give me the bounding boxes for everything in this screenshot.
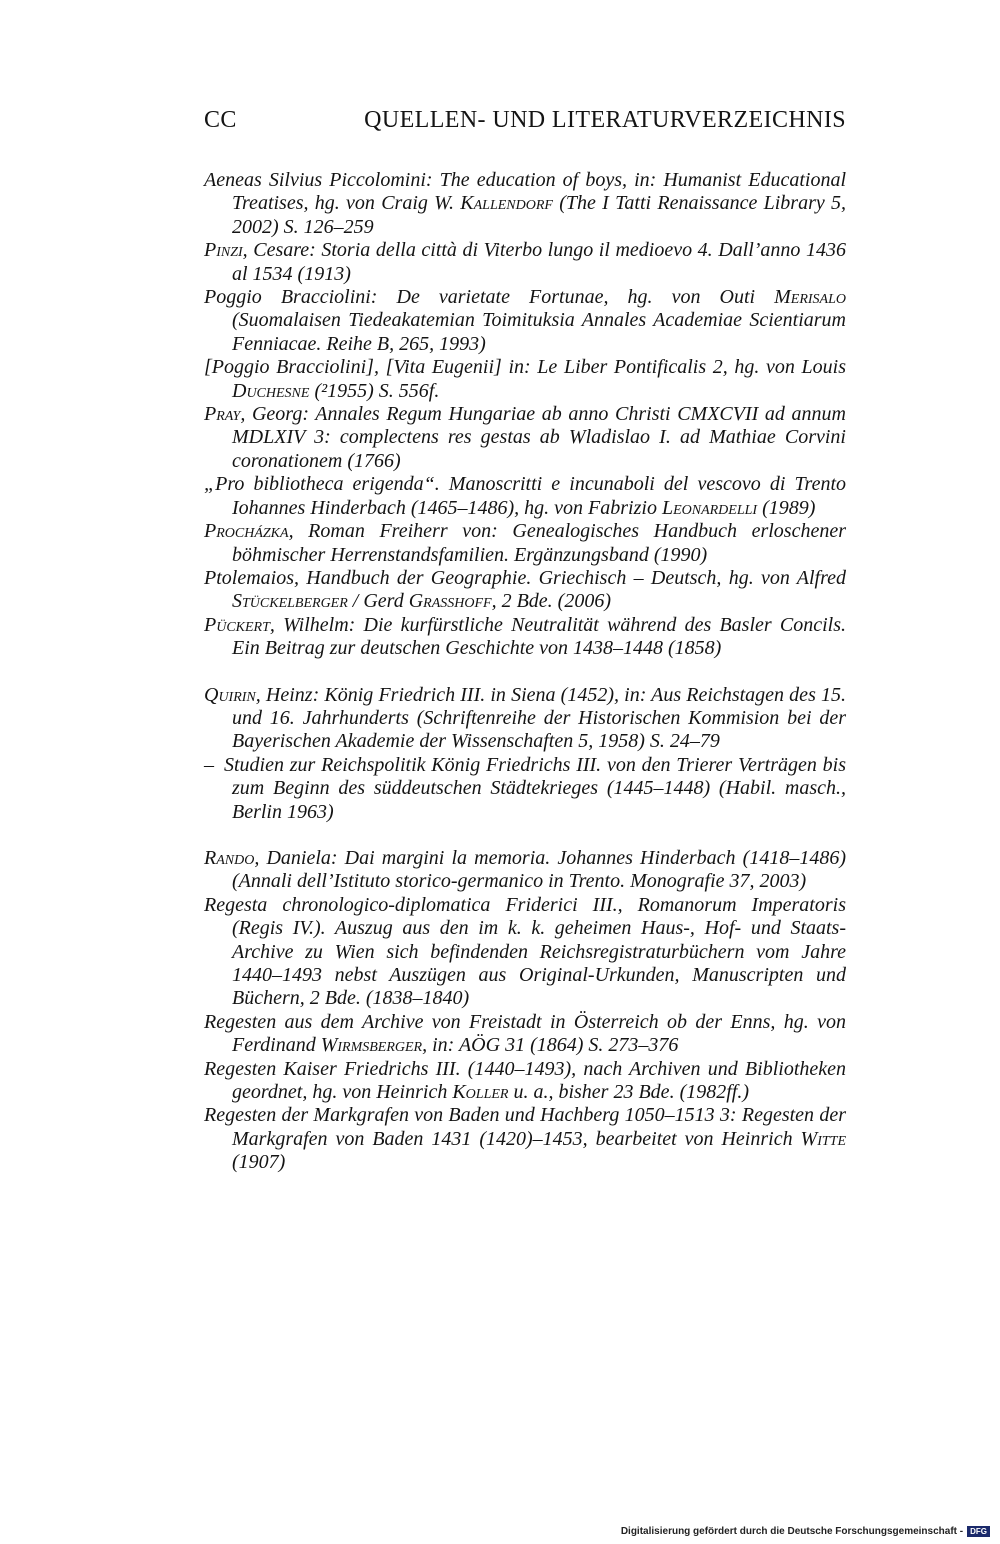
author-name: Witte [800,1127,846,1150]
entry-text: , Cesare: Storia della città di Viterbo lungo il medioevo 4. Dall’anno 1436 al 1534 (1913) [232,239,846,285]
entry-text: , Heinz: König Friedrich III. in Siena (1452), in: Aus Reichstagen des 15. und 16. Jahrhunderts (Schriftenreihe der Historischen Kommision bei der Bayerischen Akademie der Wissenschaften 5, 1958) S. 24–79 [232,683,846,753]
bibliography-entry [204,847,846,894]
entry-text: / Gerd [347,590,409,613]
author-name: Koller [452,1081,509,1104]
entry-text: (1907) [232,1151,286,1174]
bibliography-entry [204,520,846,567]
bibliography-entry [204,473,846,520]
author-name: Wirmsberger [320,1034,423,1057]
entry-text: [Poggio Bracciolini], [Vita Eugenii] in: Le Liber Pontificalis 2, hg. von Louis [204,356,846,379]
section-gap [204,824,846,847]
bibliography-entry [204,356,846,403]
bibliography-entry [204,894,846,1011]
author-name: Stückelberger [232,590,348,613]
author-name: Quirin [204,683,256,706]
entry-text: u. a., bisher 23 Bde. (1982ff.) [508,1081,749,1104]
author-name: Pinzi [204,239,243,262]
page-header [204,107,846,134]
bibliography-entry [204,1011,846,1058]
entry-text: (1989) [757,496,816,519]
bibliography-entry [204,403,846,473]
entry-text: (The I Tatti Renaissance Library 5, 2002) S. 126–259 [232,192,847,238]
author-name: Grasshoff [408,590,492,613]
entry-text: Regesten aus dem Archive von Freistadt in Österreich ob der Enns, hg. von Ferdinand [204,1010,846,1057]
author-name: Pückert [204,613,270,636]
author-name: Rando [204,846,255,869]
author-name: Duchesne [232,379,310,402]
bibliography-list [204,169,846,1175]
entry-text: Regesten Kaiser Friedrichs III. (1440–1493), nach Archiven und Bibliotheken geordnet, hg. von Heinrich [204,1057,846,1104]
entry-text: – Studien zur Reichspolitik König Friedrichs III. von den Trierer Verträgen bis zum Beginn des süddeutschen Städtekrieges (1445–1448) (Habil. masch., Berlin 1963) [204,753,846,823]
bibliography-entry [204,239,846,286]
author-name: Pray [204,403,241,426]
entry-text: (Suomalaisen Tiedeakatemian Toimituksia Annales Academiae Scientiarum Fenniacae. Reihe B, 265, 1993) [232,309,846,355]
entry-text: Regesta chronologico-diplomatica Friderici III., Romanorum Imperatoris (Regis IV.). Auszug aus den im k. k. geheimen Haus-, Hof- und Staats-Archive zu Wien sich befindenden Reichsregistraturbüchern vom Jahre 1440–1493 nebst Auszügen aus Original-Urkunden, Manuscripten und Büchern, 2 Bde. (1838–1840) [204,893,846,1010]
footer-credit: Digitalisierung gefördert durch die Deutsche Forschungsgemeinschaft - [620,1526,964,1537]
bibliography-entry [204,614,846,661]
entry-text: , 2 Bde. (2006) [491,590,611,613]
entry-text: , Wilhelm: Die kurfürstliche Neutralität während des Basler Concils. Ein Beitrag zur deutschen Geschichte von 1438–1448 (1858) [232,613,846,660]
entry-text: , in: AÖG 31 (1864) S. 273–376 [422,1034,679,1057]
footer [621,1526,990,1537]
bibliography-entry [204,286,846,356]
bibliography-entry [204,1058,846,1105]
bibliography-entry [204,169,846,239]
page-number: CC [204,107,237,133]
entry-text: „Pro bibliotheca erigenda“. Manoscritti e incunaboli del vescovo di Trento Iohannes Hinderbach (1465–1486), hg. von Fabrizio [204,473,846,519]
author-name: Merisalo [774,286,846,309]
author-name: Kallendorf [460,192,553,215]
entry-text: , Georg: Annales Regum Hungariae ab anno Christi CMXCVII ad annum MDLXIV 3: complectens res gestas ab Wladislao I. ad Mathiae Corvini coronationem (1766) [232,403,846,472]
entry-text: Regesten der Markgrafen von Baden und Hachberg 1050–1513 3: Regesten der Markgrafen von Baden 1431 (1420)–1453, bearbeitet von Heinrich [204,1104,846,1150]
entry-text: Aeneas Silvius Piccolomini: The education of boys, in: Humanist Educational Treatises, hg. von Craig W. [204,169,846,215]
author-name: Leonardelli [661,496,758,519]
dfg-logo: DFG [967,1526,990,1537]
bibliography-entry [204,684,846,754]
entry-text: , Roman Freiherr von: Genealogisches Handbuch erloschener böhmischer Herrenstandsfamilien. Ergänzungsband (1990) [232,520,846,566]
bibliography-entry [204,1104,846,1174]
running-title: QUELLEN- UND LITERATURVERZEICHNIS [364,107,846,133]
section-gap [204,661,846,684]
entry-text: (²1955) S. 556f. [309,379,440,402]
bibliography-entry [204,754,846,824]
entry-text: , Daniela: Dai margini la memoria. Johannes Hinderbach (1418–1486) (Annali dell’Istituto storico-germanico in Trento. Monografie 37, 2003) [232,846,846,893]
entry-text: Poggio Bracciolini: De varietate Fortunae, hg. von Outi [204,286,775,309]
author-name: Procházka [204,520,289,543]
entry-text: Ptolemaios, Handbuch der Geographie. Griechisch – Deutsch, hg. von Alfred [204,566,846,589]
bibliography-entry [204,567,846,614]
